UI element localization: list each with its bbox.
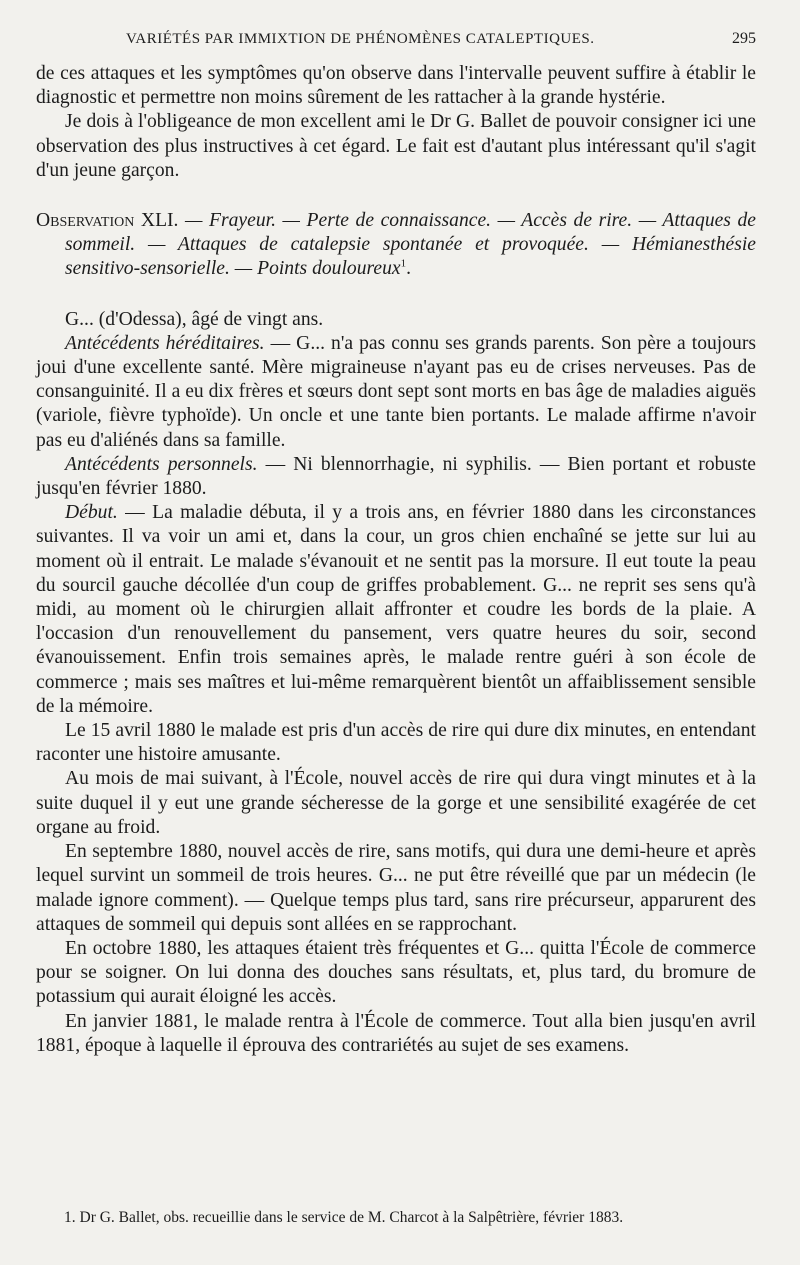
footnote-mark: 1	[400, 257, 407, 270]
running-title: VARIÉTÉS PAR IMMIXTION DE PHÉNOMÈNES CATALEPTIQUES.	[126, 31, 595, 47]
observation-label: Observation XLI.	[36, 210, 179, 232]
footnote: 1. Dr G. Ballet, obs. recueillie dans le service de M. Charcot à la Salpêtrière, février 1883.	[64, 1209, 624, 1226]
section-label: Antécédents héréditaires.	[65, 332, 265, 354]
paragraph: En septembre 1880, nouvel accès de rire, sans motifs, qui dura une demi-heure et après lequel survint un sommeil de trois heures. G... ne put être réveillé que par un médecin (le malade ignore comment). — Quelque temps plus tard, sans rire précurseur, apparurent des attaques de sommeil qui depuis sont allées en se rapprochant.	[36, 841, 756, 935]
body-text	[36, 62, 756, 1058]
section-text: — La maladie débuta, il y a trois ans, en février 1880 dans les circonstances suivantes. Il va voir un ami et, dans la cour, un gros chien enchaîné se jette sur lui au moment où il entrait. Le malade s'évanouit et ne sentit pas la morsure. Il eut toute la peau du sourcil gauche décollée d'un coup de griffes probablement. G... ne reprit ses sens qu'à midi, au moment où le chirurgien allait affronter et coudre les bords de la plaie. A l'occasion d'un renouvellement du pansement, vers quatre heures du soir, second évanouissement. Enfin trois semaines après, le malade rentre guéri à son école de commerce ; mais ses maîtres et lui-même remarquèrent bientôt un affaiblissement sensible de la mémoire.	[36, 502, 756, 717]
paragraph: G... (d'Odessa), âgé de vingt ans.	[65, 308, 324, 330]
paragraph: En janvier 1881, le malade rentra à l'École de commerce. Tout alla bien jusqu'en avril 1881, époque à laquelle il éprouva des contrariétés au sujet de ses examens.	[36, 1010, 756, 1056]
paragraph: Je dois à l'obligeance de mon excellent ami le Dr G. Ballet de pouvoir consigner ici une observation des plus instructives à cet égard. Le fait est d'autant plus intéressant qu'il s'agit d'un jeune garçon.	[36, 111, 756, 181]
paragraph: Le 15 avril 1880 le malade est pris d'un accès de rire qui dure dix minutes, en entendant raconter une histoire amusante.	[36, 720, 756, 766]
section-text: — G... n'a pas connu ses grands parents. Son père a toujours joui d'une excellente santé. Mère migraineuse n'ayant pas eu de crises nerveuses. Pas de consanguinité. Il a eu dix frères et sœurs dont sept sont morts en bas âge de maladies aiguës (variole, fièvre typhoïde). Un oncle et une tante bien portants. Le malade affirme n'avoir pas eu d'aliénés dans sa famille.	[36, 332, 756, 451]
paragraph: de ces attaques et les symptômes qu'on observe dans l'intervalle peuvent suffire à établir le diagnostic et permettre non moins sûrement de les rattacher à la grande hystérie.	[36, 63, 756, 109]
section-text: — Ni blennorrhagie, ni syphilis. — Bien portant et robuste jusqu'en février 1880.	[36, 453, 756, 500]
section-label: Antécédents personnels.	[65, 453, 258, 475]
page-header	[126, 30, 756, 48]
paragraph	[36, 501, 756, 719]
section-label: Début.	[65, 502, 118, 524]
paragraph	[36, 332, 756, 453]
page-number: 295	[732, 30, 756, 47]
observation-period: .	[406, 258, 411, 280]
observation-heading	[36, 209, 756, 282]
paragraph: En octobre 1880, les attaques étaient très fréquentes et G... quitta l'École de commerce pour se soigner. On lui donna des douches sans résultats, et, plus tard, du bromure de potassium qui aurait éloigné les accès.	[36, 937, 756, 1008]
paragraph: Au mois de mai suivant, à l'École, nouvel accès de rire qui dura vingt minutes et à la suite duquel il y eut une grande sécheresse de la gorge et une sensibilité exagérée de cet organe au froid.	[36, 768, 756, 838]
paragraph	[36, 453, 756, 501]
observation-title: — Frayeur. — Perte de connaissance. — Accès de rire. — Attaques de sommeil. — Attaques de catalepsie spontanée et provoquée. — Hémianesthésie sensitivo-sensorielle. — Points douloureux	[65, 210, 756, 280]
